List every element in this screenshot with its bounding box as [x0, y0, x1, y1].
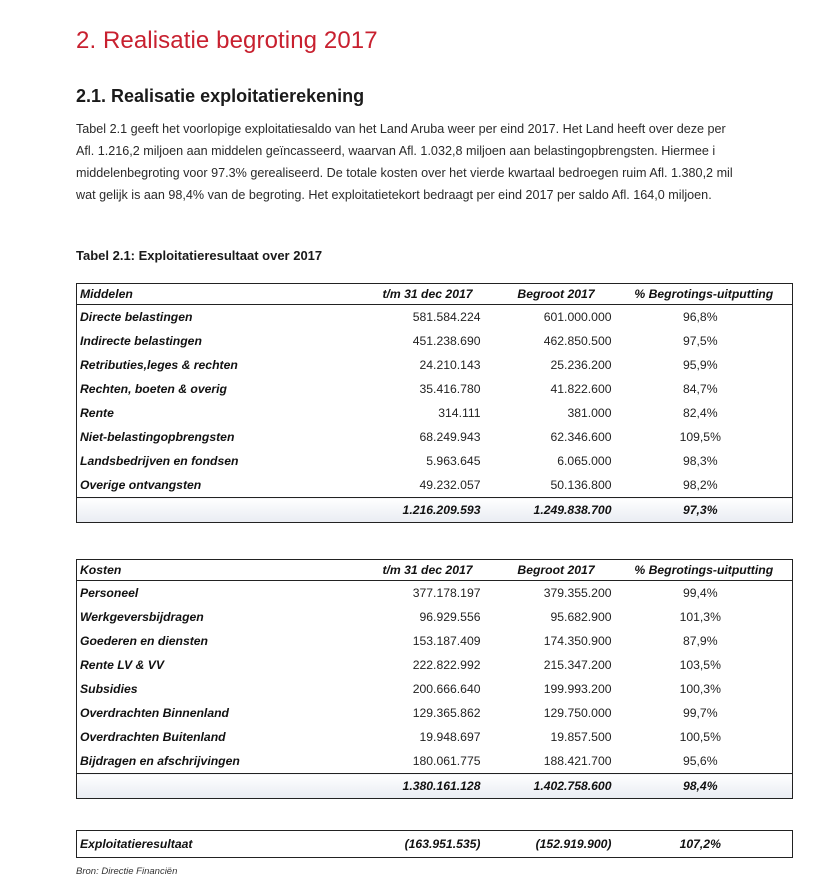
percentage-value: 99,4%	[616, 581, 793, 606]
total-percentage: 97,3%	[616, 498, 793, 523]
column-header: t/m 31 dec 2017	[359, 284, 497, 305]
percentage-value: 84,7%	[616, 377, 793, 401]
percentage-value: 95,6%	[616, 749, 793, 774]
total-realised: 1.380.161.128	[359, 774, 497, 799]
table-row	[77, 449, 793, 473]
table-row	[77, 305, 793, 330]
table-row	[77, 677, 793, 701]
column-header: Begroot 2017	[497, 560, 616, 581]
percentage-value: 96,8%	[616, 305, 793, 330]
column-header: Kosten	[77, 560, 359, 581]
realised-value: 200.666.640	[412, 682, 481, 696]
table-row	[77, 653, 793, 677]
row-label: Niet-belastingopbrengsten	[77, 425, 359, 449]
budget-value: 6.065.000	[557, 454, 612, 468]
budget-value: 62.346.600	[550, 430, 612, 444]
realised-value: 581.584.224	[412, 310, 481, 324]
realised-value: 377.178.197	[412, 586, 481, 600]
middelen-table-body	[77, 305, 793, 523]
budget-value: 129.750.000	[543, 706, 612, 720]
row-label: Directe belastingen	[77, 305, 359, 330]
percentage-value: 97,5%	[616, 329, 793, 353]
table-row	[77, 377, 793, 401]
row-label: Retributies,leges & rechten	[77, 353, 359, 377]
column-header: % Begrotings-uitputting	[616, 284, 793, 305]
column-header: Begroot 2017	[497, 284, 616, 305]
row-label: Rechten, boeten & overig	[77, 377, 359, 401]
realised-value: 68.249.943	[419, 430, 481, 444]
table-header-row	[77, 284, 793, 305]
table-caption: Tabel 2.1: Exploitatieresultaat over 2017	[76, 248, 323, 263]
realised-value: 451.238.690	[412, 334, 481, 348]
realised-value: 24.210.143	[419, 358, 481, 372]
table-row	[77, 725, 793, 749]
budget-value: 379.355.200	[543, 586, 612, 600]
budget-value: 462.850.500	[543, 334, 612, 348]
percentage-value: 103,5%	[616, 653, 793, 677]
percentage-value: 87,9%	[616, 629, 793, 653]
row-label: Overdrachten Buitenland	[77, 725, 359, 749]
row-label: Subsidies	[77, 677, 359, 701]
row-label: Personeel	[77, 581, 359, 606]
section-heading: 2. Realisatie begroting 2017	[76, 27, 378, 54]
total-budget: 1.249.838.700	[497, 498, 616, 523]
percentage-value: 98,2%	[616, 473, 793, 498]
column-header: t/m 31 dec 2017	[359, 560, 497, 581]
realised-value: 129.365.862	[412, 706, 481, 720]
paragraph-line: Tabel 2.1 geeft het voorlopige exploitatiesaldo van het Land Aruba weer per eind 2017. Het Land heeft over deze per	[76, 122, 726, 136]
row-label: Overige ontvangsten	[77, 473, 359, 498]
percentage-value: 109,5%	[616, 425, 793, 449]
table-row	[77, 629, 793, 653]
result-budget: (152.919.900)	[497, 831, 616, 858]
row-label: Werkgeversbijdragen	[77, 605, 359, 629]
table-row	[77, 605, 793, 629]
budget-value: 215.347.200	[543, 658, 612, 672]
budget-value: 601.000.000	[543, 310, 612, 324]
total-row	[77, 498, 793, 523]
percentage-value: 100,3%	[616, 677, 793, 701]
realised-value: 5.963.645	[426, 454, 481, 468]
budget-value: 188.421.700	[543, 754, 612, 768]
total-budget: 1.402.758.600	[497, 774, 616, 799]
percentage-value: 98,3%	[616, 449, 793, 473]
budget-value: 199.993.200	[543, 682, 612, 696]
column-header: Middelen	[77, 284, 359, 305]
budget-value: 174.350.900	[543, 634, 612, 648]
result-row	[77, 831, 793, 858]
result-realised: (163.951.535)	[359, 831, 497, 858]
row-label: Landsbedrijven en fondsen	[77, 449, 359, 473]
total-realised: 1.216.209.593	[359, 498, 497, 523]
table-row	[77, 701, 793, 725]
realised-value: 314.111	[438, 406, 481, 420]
budget-value: 381.000	[567, 406, 612, 420]
total-label	[77, 774, 359, 799]
realised-value: 180.061.775	[412, 754, 481, 768]
budget-value: 41.822.600	[550, 382, 612, 396]
budget-value: 19.857.500	[550, 730, 612, 744]
middelen-table	[76, 283, 793, 523]
table-row	[77, 581, 793, 606]
table-row	[77, 329, 793, 353]
row-label: Indirecte belastingen	[77, 329, 359, 353]
percentage-value: 99,7%	[616, 701, 793, 725]
intro-paragraph	[76, 118, 830, 206]
table-row	[77, 353, 793, 377]
table-row	[77, 401, 793, 425]
exploitatieresultaat-table	[76, 830, 793, 858]
realised-value: 49.232.057	[419, 478, 481, 492]
table-header-row	[77, 560, 793, 581]
total-percentage: 98,4%	[616, 774, 793, 799]
realised-value: 153.187.409	[412, 634, 481, 648]
percentage-value: 101,3%	[616, 605, 793, 629]
row-label: Rente	[77, 401, 359, 425]
total-row	[77, 774, 793, 799]
result-label: Exploitatieresultaat	[77, 831, 359, 858]
realised-value: 19.948.697	[419, 730, 481, 744]
paragraph-line: Afl. 1.216,2 miljoen aan middelen geïncasseerd, waarvan Afl. 1.032,8 miljoen aan belastingopbrengsten. Hiermee i	[76, 144, 716, 158]
paragraph-line: wat gelijk is aan 98,4% van de begroting. Het exploitatietekort bedraagt per eind 2017 per saldo Afl. 164,0 miljoen.	[76, 188, 712, 202]
realised-value: 96.929.556	[419, 610, 481, 624]
source-note: Bron: Directie Financiën	[76, 866, 178, 877]
table-row	[77, 425, 793, 449]
kosten-table	[76, 559, 793, 799]
result-percentage: 107,2%	[616, 831, 793, 858]
subsection-heading: 2.1. Realisatie exploitatierekening	[76, 86, 365, 106]
budget-value: 95.682.900	[550, 610, 612, 624]
percentage-value: 82,4%	[616, 401, 793, 425]
row-label: Goederen en diensten	[77, 629, 359, 653]
kosten-table-body	[77, 581, 793, 799]
budget-value: 50.136.800	[550, 478, 612, 492]
realised-value: 35.416.780	[419, 382, 481, 396]
table-row	[77, 473, 793, 498]
percentage-value: 100,5%	[616, 725, 793, 749]
row-label: Rente LV & VV	[77, 653, 359, 677]
table-row	[77, 749, 793, 774]
budget-value: 25.236.200	[550, 358, 612, 372]
row-label: Bijdragen en afschrijvingen	[77, 749, 359, 774]
percentage-value: 95,9%	[616, 353, 793, 377]
realised-value: 222.822.992	[412, 658, 481, 672]
total-label	[77, 498, 359, 523]
column-header: % Begrotings-uitputting	[616, 560, 793, 581]
row-label: Overdrachten Binnenland	[77, 701, 359, 725]
paragraph-line: middelenbegroting voor 97.3% gerealiseerd. De totale kosten over het vierde kwartaal bedroegen ruim Afl. 1.380,2 mil	[76, 166, 733, 180]
